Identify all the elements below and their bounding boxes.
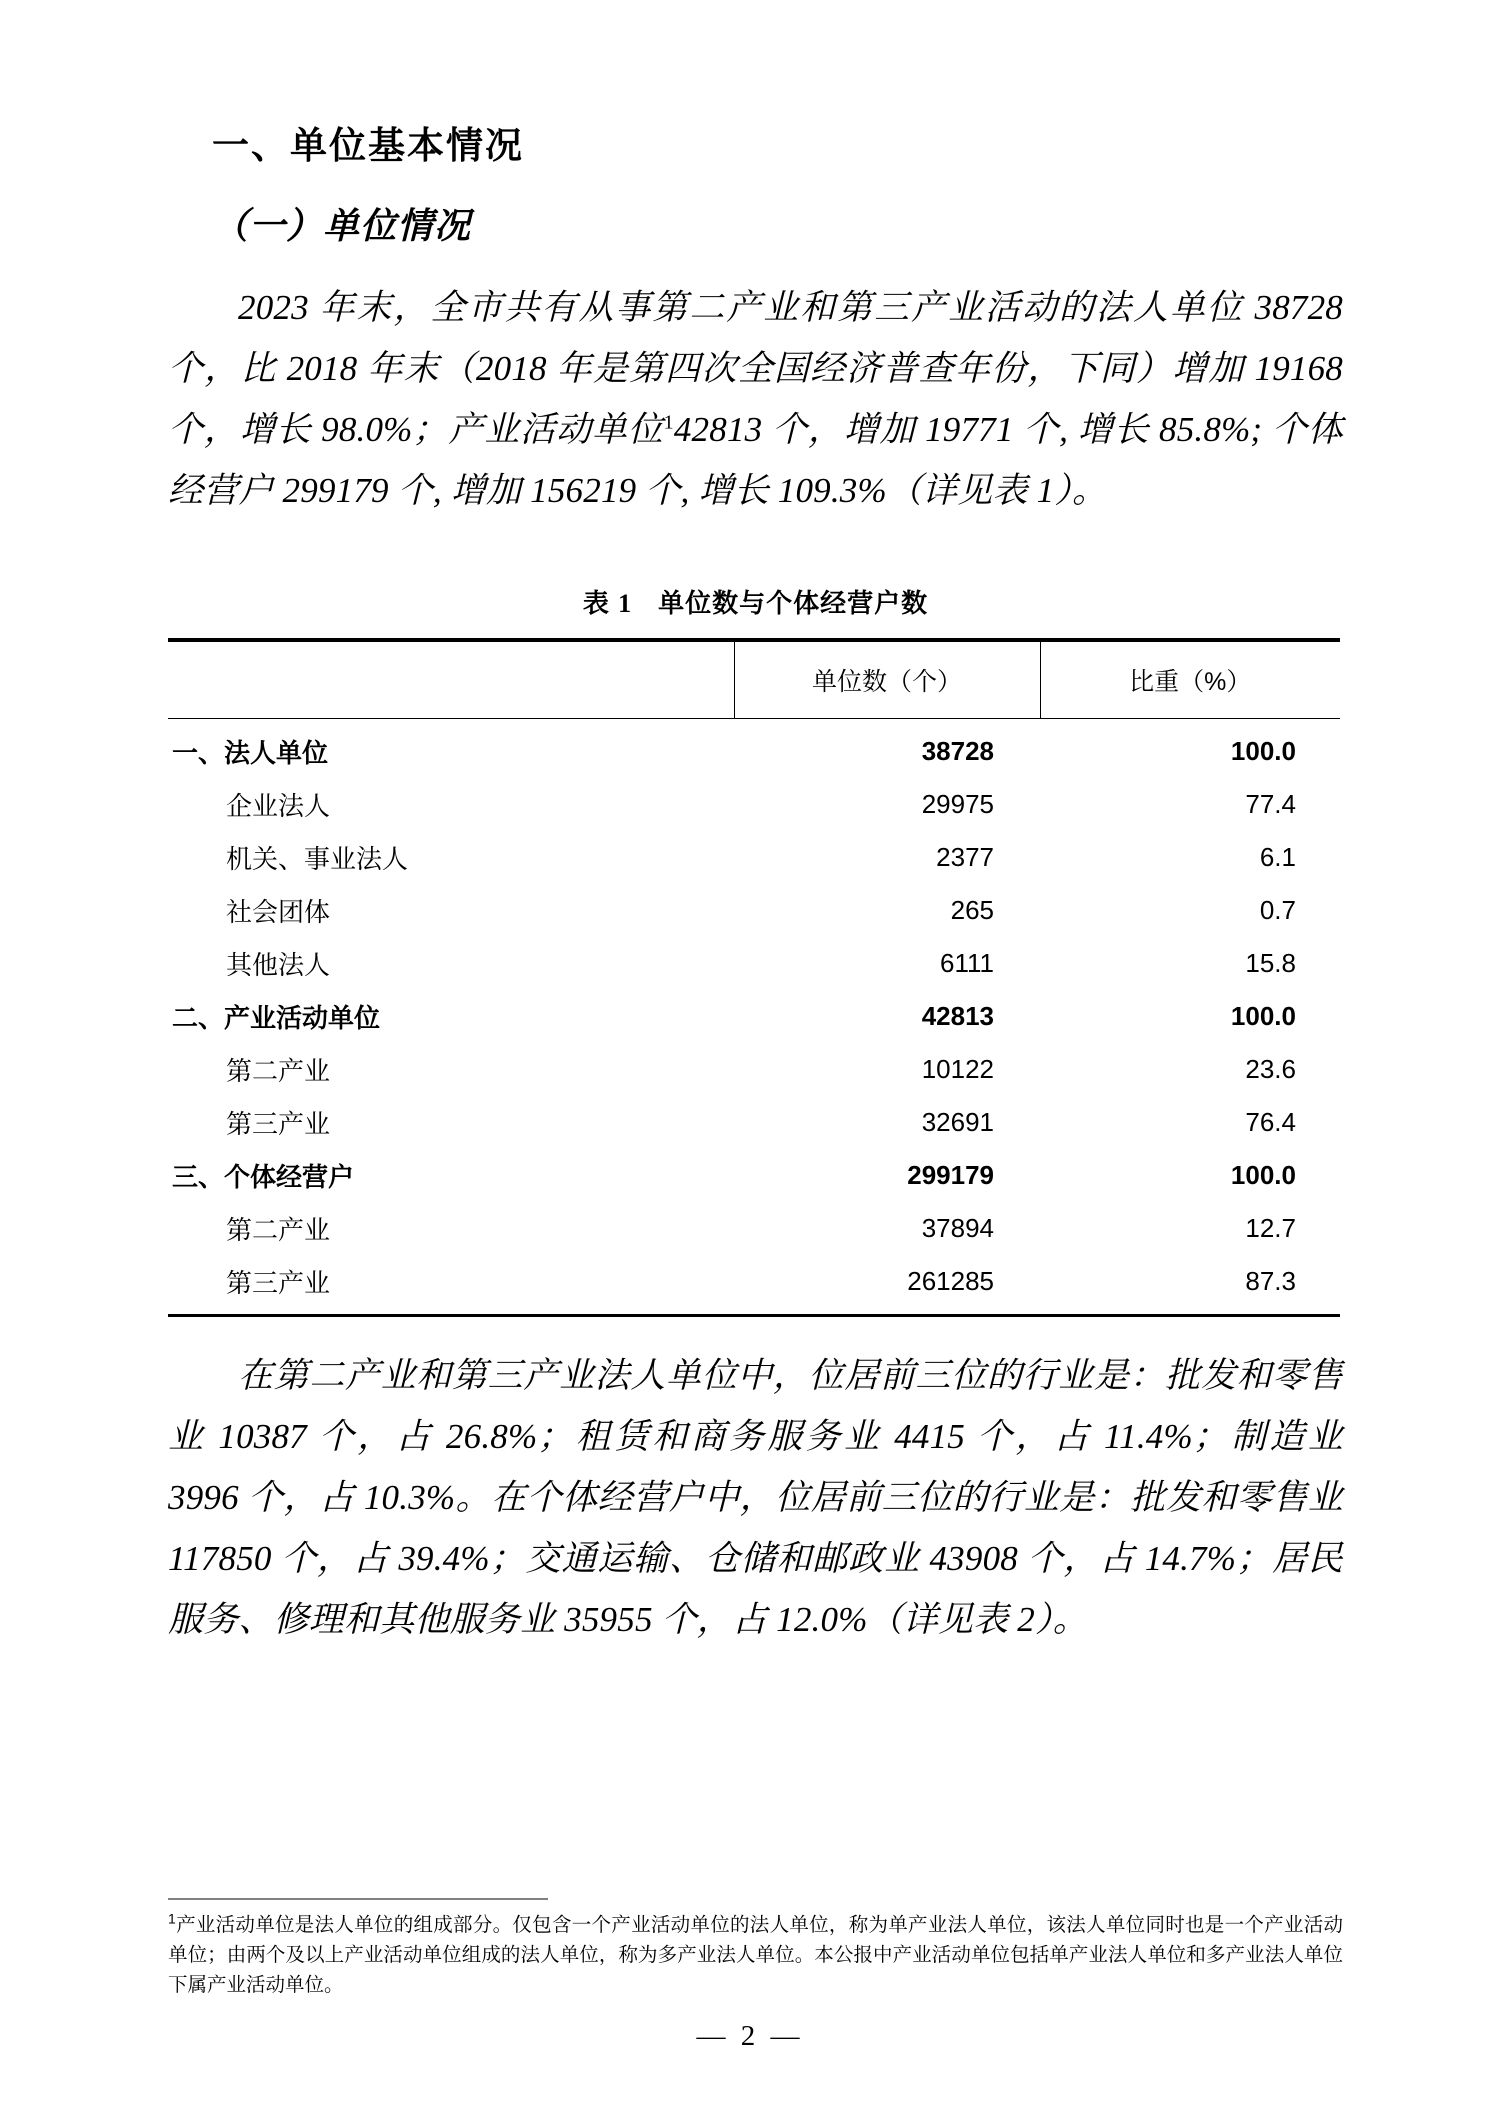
table-row	[168, 884, 1340, 937]
row-count: 32691	[921, 1107, 994, 1138]
row-count: 261285	[907, 1266, 994, 1297]
row-share: 100.0	[1230, 1160, 1296, 1191]
footnote-text	[168, 1910, 1343, 2000]
column-header-share: 比重（%）	[1040, 640, 1340, 719]
table-row	[168, 1255, 1340, 1316]
paragraph-unit-overview	[168, 246, 1343, 521]
table-row	[168, 1202, 1340, 1255]
paragraph-text-part-2: 42813 个，增加 19771 个, 增长 85.8%; 个体经营户 299179 个, 增加 156219 个, 增长 109.3%（详见表 1）。	[168, 410, 1343, 511]
table-row	[168, 937, 1340, 990]
row-count: 299179	[907, 1160, 994, 1191]
footnote-separator-rule	[168, 1898, 548, 1900]
paragraph-top-industries: 在第二产业和第三产业法人单位中，位居前三位的行业是：批发和零售业 10387 个，占 26.8%；租赁和商务服务业 4415 个，占 11.4%；制造业 3996 个，占 10.3%。在个体经营户中，位居前三位的行业是：批发和零售业 117850 个，占 39.4%；交通运输、仓储和邮政业 43908 个，占 14.7%；居民服务、修理和其他服务业 35955 个，占 12.0%（详见表 2）。	[168, 1356, 1343, 1640]
row-share: 76.4	[1245, 1107, 1296, 1138]
table-row	[168, 1096, 1340, 1149]
row-share: 77.4	[1245, 789, 1296, 820]
row-share: 100.0	[1230, 1001, 1296, 1032]
unit-count-table	[168, 638, 1340, 1317]
row-count: 38728	[921, 736, 994, 767]
table-header-row	[168, 640, 1340, 719]
table-row	[168, 1043, 1340, 1096]
row-label: 机关、事业法人	[226, 844, 409, 875]
table-row	[168, 990, 1340, 1043]
row-share: 15.8	[1245, 948, 1296, 979]
table-row	[168, 778, 1340, 831]
table-caption-title: 单位数与个体经营户数	[658, 588, 929, 619]
footnote-body: 产业活动单位是法人单位的组成部分。仅包含一个产业活动单位的法人单位，称为单产业法人单位，该法人单位同时也是一个产业活动单位；由两个及以上产业活动单位组成的法人单位，称为多产业法人单位。本公报中产业活动单位包括单产业法人单位和多产业法人单位下属产业活动单位。	[168, 1914, 1343, 1996]
page-content	[168, 0, 1343, 1650]
row-count: 6111	[940, 948, 994, 979]
row-count: 265	[950, 895, 994, 926]
table-header	[168, 640, 1340, 719]
row-label: 一、法人单位	[172, 738, 329, 769]
table-caption-label: 表	[582, 588, 610, 619]
table-caption-number: 1	[618, 589, 633, 619]
row-share: 87.3	[1245, 1266, 1296, 1297]
row-count: 37894	[921, 1213, 994, 1244]
table-body	[168, 719, 1340, 1316]
row-share: 6.1	[1259, 842, 1296, 873]
paragraph-text-part-1: 2023 年末，全市共有从事第二产业和第三产业活动的法人单位 38728 个，比 2018 年末（2018 年是第四次全国经济普查年份，下同）增加 19168 个，增长 98.0%；产业活动单位	[168, 288, 1343, 450]
column-header-count: 单位数（个）	[734, 640, 1040, 719]
row-count: 2377	[936, 842, 994, 873]
row-label: 第二产业	[226, 1215, 331, 1246]
row-label: 社会团体	[226, 897, 331, 928]
row-label: 二、产业活动单位	[172, 1003, 381, 1034]
table-row	[168, 719, 1340, 779]
row-label: 第三产业	[226, 1109, 331, 1140]
footnote-reference-marker: 1	[663, 411, 674, 434]
row-count: 42813	[921, 1001, 994, 1032]
row-label: 企业法人	[226, 791, 331, 822]
row-label: 第二产业	[226, 1056, 331, 1087]
section-heading-2: （一）单位情况	[212, 205, 472, 246]
section-heading-1: 一、单位基本情况	[212, 125, 524, 166]
row-label: 其他法人	[226, 950, 331, 981]
row-label: 第三产业	[226, 1268, 331, 1299]
row-share: 0.7	[1259, 895, 1296, 926]
table-row	[168, 1149, 1340, 1202]
row-share: 23.6	[1245, 1054, 1296, 1085]
row-share: 100.0	[1230, 736, 1296, 767]
page-number: — 2 —	[696, 2020, 804, 2052]
column-header-category	[168, 640, 734, 719]
row-share: 12.7	[1245, 1213, 1296, 1244]
footnote-area	[168, 1898, 1343, 2000]
footnote-marker: 1	[168, 1910, 176, 1927]
table-row	[168, 831, 1340, 884]
row-count: 29975	[921, 789, 994, 820]
row-label: 三、个体经营户	[172, 1162, 355, 1193]
row-count: 10122	[921, 1054, 994, 1085]
table-caption	[168, 521, 1343, 638]
